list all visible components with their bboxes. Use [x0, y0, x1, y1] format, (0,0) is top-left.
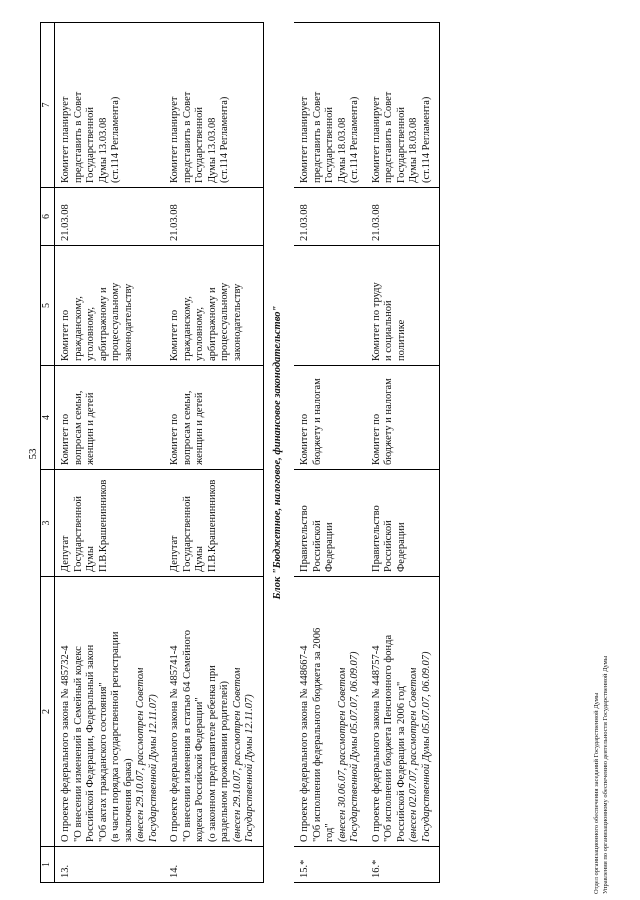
cell-line: Государственной Думы 12.11.07) [244, 694, 255, 842]
cell-line: Думы 18.03.08 [408, 117, 419, 183]
cell-line: Государственной Думы 12.11.07) [147, 694, 159, 842]
cell-line: П.В.Крашенинников [206, 479, 218, 572]
cell-line: бюджету и налогам [311, 378, 323, 465]
bill-title-cell [166, 577, 263, 847]
cell-line: "О внесении изменения в статью 64 Семейного [181, 629, 193, 842]
cell-line: процессуальному [110, 282, 121, 361]
date-cell: 21.03.08 [166, 188, 263, 246]
cell-line: Комитет планирует [169, 96, 180, 183]
column-header: 7 [41, 23, 55, 188]
cell-line: Государственной [72, 496, 84, 572]
cell-line: (ст.114 Регламента) [420, 96, 432, 183]
cell-line: Комитет по [60, 413, 71, 465]
cell-line: Государственной Думы 05.07.07, 06.09.07) [420, 651, 432, 842]
column-number-row [41, 23, 55, 883]
cell-line: законодательству [122, 283, 134, 361]
cell-line: (в части порядка государственной регистрации [110, 631, 121, 842]
action-cell [368, 23, 440, 188]
cell-line: О проекте федерального закона № 485741-4 [169, 645, 180, 842]
cell-line: Государственной [324, 107, 335, 183]
cell-line: (ст.114 Регламента) [110, 96, 121, 183]
cell-line: уголовному, [85, 307, 96, 361]
column-header: 2 [41, 577, 55, 847]
cell-line: (внесен 02.07.07, рассмотрен Советом [408, 667, 419, 842]
cell-line: заключения брака) [122, 758, 134, 842]
cell-line: Федерации [324, 522, 335, 572]
column-header: 3 [41, 470, 55, 577]
cell-line: Государственной [395, 107, 407, 183]
cell-line: Думы 18.03.08 [336, 117, 348, 183]
bill-title-cell [368, 577, 440, 847]
table-row [294, 23, 368, 883]
initiator-cell [166, 470, 263, 577]
cell-line: Комитет по [60, 309, 71, 361]
cell-line: Российской [311, 520, 323, 572]
action-cell [55, 23, 167, 188]
column-header: 5 [41, 246, 55, 366]
co-executor-cell [55, 246, 167, 366]
cell-line: (внесен 29.10.07, рассмотрен Советом [135, 667, 146, 842]
co-executor-cell [294, 246, 368, 366]
cell-line: Комитет планирует [299, 96, 310, 183]
cell-line: вопросам семьи, [72, 390, 84, 465]
cell-line: Комитет по [169, 413, 180, 465]
cell-line: уголовному, [194, 307, 205, 361]
co-executor-cell [368, 246, 440, 366]
cell-line: П.В.Крашенинников [97, 479, 109, 572]
cell-line: год" [324, 823, 335, 842]
cell-line: О проекте федерального закона № 448757-4 [370, 645, 382, 842]
cell-line: Комитет по труду [370, 282, 382, 361]
cell-line: Комитет по [299, 413, 310, 465]
committee-cell [55, 366, 167, 470]
cell-line: Комитет по [169, 309, 180, 361]
cell-line: Думы 13.03.08 [97, 117, 109, 183]
committee-cell [368, 366, 440, 470]
cell-line: О проекте федерального закона № 448667-4 [299, 645, 310, 842]
column-header: 4 [41, 366, 55, 470]
cell-line: Комитет планирует [370, 96, 382, 183]
cell-line: Думы [194, 546, 205, 572]
agenda-table-sheet [40, 23, 440, 883]
committee-cell [166, 366, 263, 470]
cell-line: Думы [85, 546, 96, 572]
initiator-cell [368, 470, 440, 577]
co-executor-cell [166, 246, 263, 366]
cell-line: "Об актах гражданского состояния" [97, 682, 109, 842]
cell-line: Федерации [395, 522, 407, 572]
cell-line: представить в Совет [181, 91, 193, 183]
cell-line: Российской [383, 520, 394, 572]
committee-cell [294, 366, 368, 470]
cell-line: (ст.114 Регламента) [219, 96, 230, 183]
row-number: 16.* [368, 847, 440, 883]
column-header: 1 [41, 847, 55, 883]
cell-line: (ст.114 Регламента) [349, 96, 360, 183]
cell-line: процессуальному [219, 282, 230, 361]
cell-line: Государственной [85, 107, 96, 183]
footer-line-directorate: Управления по организационному обеспечению деятельности Государственной Думы [602, 655, 609, 894]
footer-line-department: Отдел организационного обеспечения заседаний Государственной Думы [593, 692, 600, 894]
action-cell [166, 23, 263, 188]
cell-line: (внесен 30.06.07, рассмотрен Советом [336, 667, 348, 842]
cell-line: "Об исполнении федерального бюджета за 2006 [311, 627, 323, 842]
row-number: 14. [166, 847, 263, 883]
table-row [368, 23, 440, 883]
cell-line: (о законном представителе ребенка при [206, 665, 218, 842]
cell-line: арбитражному и [97, 287, 109, 361]
cell-line: "Об исполнении бюджета Пенсионного фонда [383, 634, 394, 842]
action-cell [294, 23, 368, 188]
cell-line: женщин и детей [194, 392, 205, 465]
cell-line: Правительство [370, 505, 382, 572]
cell-line: и социальной [383, 300, 394, 361]
cell-line: представить в Совет [311, 91, 323, 183]
table-row [166, 23, 263, 883]
cell-line: гражданскому, [181, 296, 193, 361]
page-number: 53 [27, 448, 39, 460]
footer [592, 534, 610, 894]
cell-line: бюджету и налогам [383, 378, 394, 465]
initiator-cell [294, 470, 368, 577]
cell-line: Думы 13.03.08 [206, 117, 218, 183]
agenda-table [40, 22, 440, 883]
block-heading-row [263, 23, 294, 883]
bill-title-cell [55, 577, 167, 847]
cell-line: Правительство [299, 505, 310, 572]
cell-line: Комитет по [370, 413, 382, 465]
cell-line: "О внесении изменений в Семейный кодекс [72, 646, 84, 842]
cell-line: Депутат [169, 535, 180, 572]
date-cell: 21.03.08 [55, 188, 167, 246]
cell-line: Комитет планирует [60, 96, 71, 183]
column-header: 6 [41, 188, 55, 246]
row-number: 15.* [294, 847, 368, 883]
cell-line: Российской Федерации, Федеральный закон [85, 644, 96, 842]
cell-line: (внесен 29.10.07, рассмотрен Советом [231, 667, 243, 842]
cell-line: Государственной Думы 05.07.07, 06.09.07) [349, 651, 360, 842]
table-row [55, 23, 167, 883]
cell-line: О проекте федерального закона № 485732-4 [60, 645, 71, 842]
cell-line: законодательству [231, 283, 243, 361]
cell-line: женщин и детей [85, 392, 96, 465]
cell-line: арбитражному и [206, 287, 218, 361]
cell-line: политике [395, 319, 407, 361]
cell-line: вопросам семьи, [181, 390, 193, 465]
date-cell: 21.03.08 [294, 188, 368, 246]
block-heading: Блок "Бюджетное, налоговое, финансовое законодательство" [271, 305, 283, 600]
cell-line: Депутат [60, 535, 71, 572]
cell-line: Государственной [194, 107, 205, 183]
initiator-cell [55, 470, 167, 577]
cell-line: кодекса Российской Федерации" [194, 697, 205, 842]
cell-line: представить в Совет [383, 91, 394, 183]
cell-line: раздельном проживании родителей) [219, 681, 230, 842]
cell-line: Российской Федерации за 2006 год" [395, 681, 407, 842]
date-cell: 21.03.08 [368, 188, 440, 246]
cell-line: представить в Совет [72, 91, 84, 183]
row-number: 13. [55, 847, 167, 883]
cell-line: гражданскому, [72, 296, 84, 361]
bill-title-cell [294, 577, 368, 847]
cell-line: Государственной [181, 496, 193, 572]
